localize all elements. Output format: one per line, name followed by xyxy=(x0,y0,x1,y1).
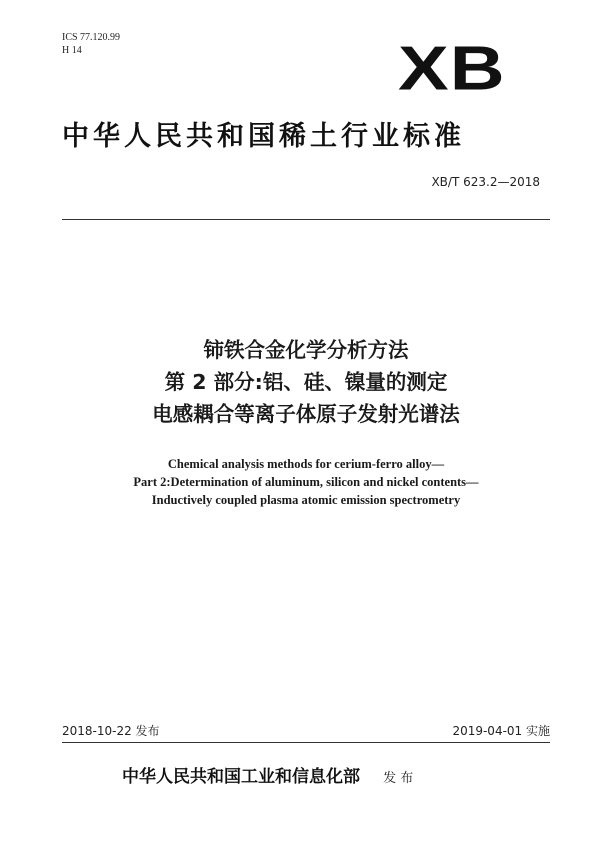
english-title-line-1: Chemical analysis methods for cerium-ferro alloy— xyxy=(167,457,445,471)
english-title xyxy=(62,455,550,509)
standard-category-title: 中华人民共和国稀土行业标准 xyxy=(62,121,465,152)
ics-code: ICS 77.120.99 xyxy=(62,32,121,43)
chinese-title-line-3: 电感耦合等离子体原子发射光谱法 xyxy=(152,402,460,426)
english-title-line-2: Part 2:Determination of aluminum, silicon and nickel contents— xyxy=(133,475,479,489)
issuing-organization: 中华人民共和国工业和信息化部 xyxy=(122,767,360,787)
chinese-title-line-1: 铈铁合金化学分析方法 xyxy=(203,338,409,362)
issue-action: 发 布 xyxy=(383,771,414,786)
issue-date: 2018-10-22 发布 xyxy=(62,724,160,738)
chinese-title xyxy=(62,334,550,430)
xb-logo: XB xyxy=(398,33,506,104)
implementation-date: 2019-04-01 实施 xyxy=(452,724,550,738)
standard-number: XB/T 623.2—2018 xyxy=(431,175,540,189)
chinese-title-line-2: 第 2 部分:铝、硅、镍量的测定 xyxy=(164,370,448,394)
issuer-block xyxy=(122,765,522,791)
bottom-divider xyxy=(62,742,550,743)
classification-codes xyxy=(62,31,120,57)
ccs-code: H 14 xyxy=(62,45,82,56)
english-title-line-3: Inductively coupled plasma atomic emission spectrometry xyxy=(151,493,461,507)
top-divider xyxy=(62,219,550,220)
